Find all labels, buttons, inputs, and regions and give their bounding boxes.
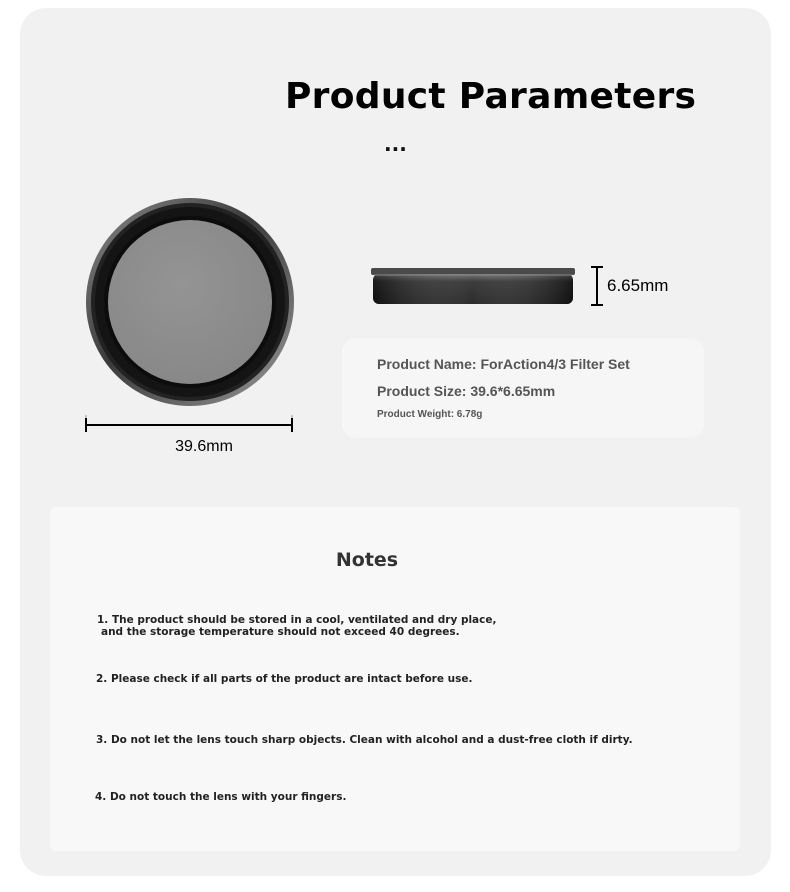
- page-title: Product Parameters: [285, 76, 697, 117]
- notes-panel: [50, 507, 740, 851]
- product-size: Product Size: 39.6*6.65mm: [377, 383, 556, 399]
- product-name: Product Name: ForAction4/3 Filter Set: [377, 356, 630, 372]
- title-dots: ...: [384, 132, 407, 156]
- thickness-dimension-line: [588, 265, 604, 307]
- note-item-3: 3. Do not let the lens touch sharp objects. Clean with alcohol and a dust-free cloth if dirty.: [96, 734, 633, 746]
- thickness-label: 6.65mm: [607, 276, 669, 295]
- note-item-1-continued: and the storage temperature should not exceed 40 degrees.: [101, 626, 460, 638]
- note-item-4: 4. Do not touch the lens with your fingers.: [95, 791, 347, 803]
- diameter-dimension-line: [84, 415, 296, 435]
- diameter-label: 39.6mm: [175, 438, 233, 455]
- product-info-panel: [342, 338, 704, 438]
- filter-side-view-image: [368, 264, 580, 308]
- filter-top-view-image: [84, 196, 296, 408]
- product-weight: Product Weight: 6.78g: [377, 409, 483, 420]
- notes-title: Notes: [335, 549, 399, 571]
- note-item-2: 2. Please check if all parts of the product are intact before use.: [96, 673, 473, 685]
- note-item-1: 1. The product should be stored in a cool, ventilated and dry place,: [97, 614, 497, 626]
